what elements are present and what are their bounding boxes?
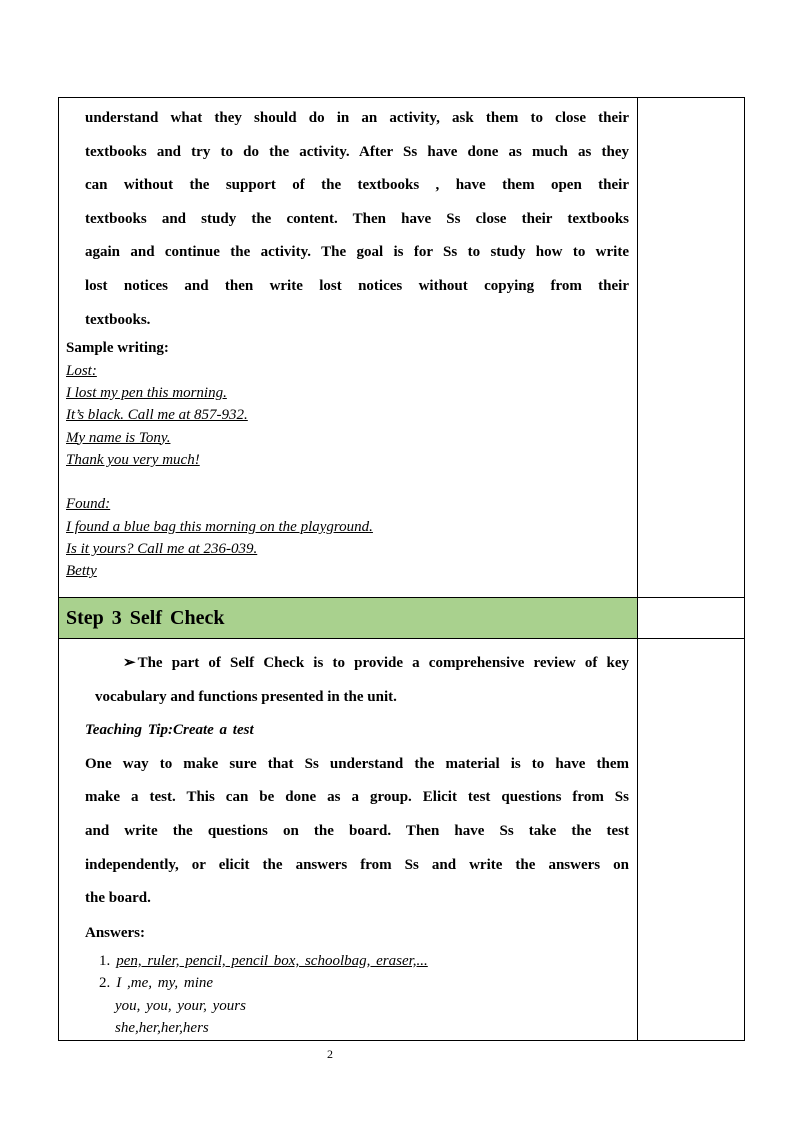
teaching-tip-heading: Teaching Tip:Create a test — [85, 722, 254, 739]
notes-cell — [638, 98, 745, 598]
step-title: Step 3 Self Check — [66, 607, 225, 629]
answer-item — [99, 950, 637, 973]
page-number: 2 — [327, 1047, 333, 1061]
paragraph-line: understand what they should do in an activity, ask them to close their — [85, 110, 629, 126]
lost-line: My name is Tony. — [66, 429, 171, 446]
paragraph-line: textbooks and try to do the activity. After Ss have done as much as they — [85, 143, 629, 160]
lost-line: Thank you very much! — [66, 451, 200, 468]
answer-text: I ,me, my, mine — [116, 975, 214, 992]
teaching-tip-paragraph — [59, 748, 637, 916]
notes-cell — [638, 639, 745, 1041]
paragraph-line: textbooks. — [85, 311, 151, 328]
paragraph-line: the board. — [85, 890, 151, 907]
lost-line: It’s black. Call me at 857-932. — [66, 407, 248, 424]
answer-continuation: she,her,her,hers — [115, 1020, 209, 1037]
table-row — [59, 639, 745, 1041]
lost-notice — [59, 360, 637, 471]
paragraph-line: again and continue the activity. The goal is for Ss to study how to write — [85, 244, 629, 261]
paragraph-line: and write the questions on the board. Then have Ss take the test — [85, 822, 629, 839]
content-cell — [59, 98, 638, 598]
spacer — [59, 471, 637, 493]
notes-cell — [638, 598, 745, 639]
found-line: I found a blue bag this morning on the playground. — [66, 518, 373, 535]
answer-continuation: you, you, your, yours — [115, 997, 246, 1014]
instruction-paragraph — [59, 98, 637, 337]
content-cell — [59, 639, 638, 1041]
paragraph-line: make a test. This can be done as a group. Elicit test questions from Ss — [85, 789, 629, 806]
answer-item — [99, 972, 637, 995]
found-line: Betty — [66, 563, 97, 580]
step-header-row — [59, 598, 745, 639]
lesson-table — [58, 97, 745, 1041]
answers-list — [59, 950, 637, 1040]
step-header-cell — [59, 598, 638, 639]
paragraph-line: lost notices and then write lost notices without copying from their — [85, 277, 629, 294]
found-notice — [59, 493, 637, 582]
answers-heading: Answers: — [85, 924, 145, 941]
arrow-bullet-icon: ➢ — [123, 655, 136, 671]
found-line: Is it yours? Call me at 236-039. — [66, 541, 258, 558]
paragraph-line: One way to make sure that Ss understand the material is to have them — [85, 755, 629, 772]
paragraph-line: can without the support of the textbooks , have them open their — [85, 177, 629, 194]
answer-number: 1. — [99, 952, 111, 969]
paragraph-line: textbooks and study the content. Then have Ss close their textbooks — [85, 210, 629, 227]
answer-text: pen, ruler, pencil, pencil box, schoolbag, eraser,... — [116, 952, 428, 969]
intro-line — [95, 647, 629, 681]
found-label: Found: — [66, 496, 111, 513]
paragraph-line: independently, or elicit the answers from Ss and write the answers on — [85, 856, 629, 873]
intro-line: vocabulary and functions presented in the unit. — [95, 688, 397, 705]
table-row — [59, 98, 745, 598]
sample-writing-heading: Sample writing: — [66, 340, 169, 357]
self-check-intro — [59, 639, 637, 714]
answer-number: 2. — [99, 975, 111, 992]
intro-line-text: The part of Self Check is to provide a comprehensive review of key — [137, 655, 629, 671]
lost-label: Lost: — [66, 362, 97, 379]
lost-line: I lost my pen this morning. — [66, 384, 227, 401]
